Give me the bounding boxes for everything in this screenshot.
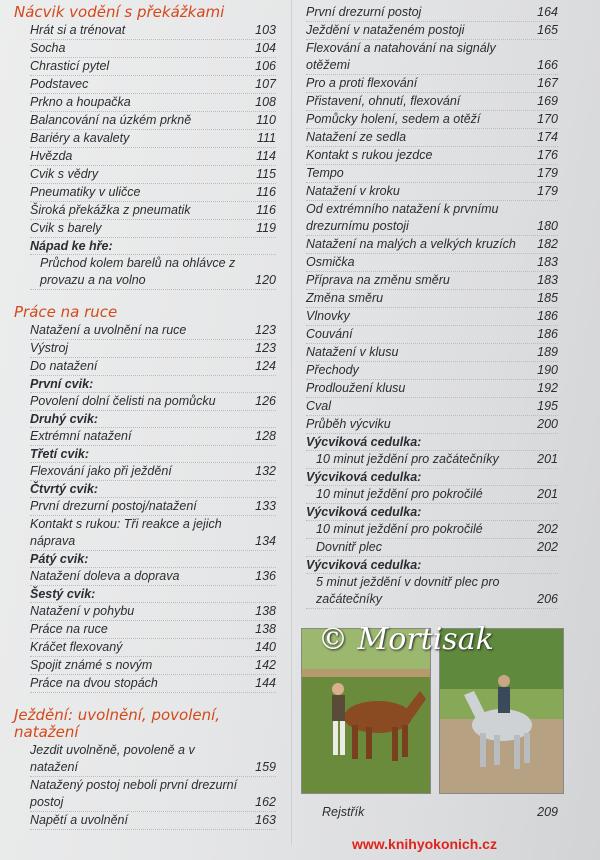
toc-entry-title: Cvik s vědry [30,167,99,181]
toc-entry-title: 5 minut ježdění v dovnitř plec pro začátečníky [316,575,500,606]
toc-entry[interactable] [30,76,276,94]
toc-entry-page: 133 [255,499,276,513]
toc-entry-page: 195 [537,399,558,413]
toc-entry-page: 180 [537,219,558,233]
toc-entry-page: 106 [255,59,276,73]
toc-entry-title: Kontakt s rukou: Tři reakce a jejich náprava [30,517,222,548]
toc-entry[interactable] [306,254,558,272]
toc-entry-title: Tempo [306,166,344,180]
toc-entry[interactable] [306,111,558,129]
toc-entry[interactable] [30,112,276,130]
toc-entry-page: 166 [537,58,558,72]
toc-entry-title: Ježdění v nataženém postoji [306,23,465,37]
toc-entry-page: 190 [537,363,558,377]
toc-entry[interactable] [306,290,558,308]
toc-entry[interactable] [30,184,276,202]
toc-entry-title: Natažení na malých a velkých kruzích [306,237,516,251]
section-heading: Ježdění: uvolnění, povolení, natažení [14,706,221,741]
toc-entry[interactable] [30,428,276,446]
toc-entry[interactable] [306,201,558,236]
toc-entry[interactable] [30,255,276,290]
toc-entry[interactable] [306,380,558,398]
section-heading: Nácvik vodění s překážkami [14,3,225,21]
toc-entry-title: Výstroj [30,341,69,355]
toc-entry[interactable] [30,657,276,675]
toc-entry-title: Přechody [306,363,359,377]
toc-entry-page: 206 [537,592,558,606]
footer-url[interactable]: www.knihyokonich.cz [352,836,497,852]
toc-entry-title: Podstavec [30,77,89,91]
toc-entry-title: Kráčet flexovaný [30,640,123,654]
toc-entry[interactable] [306,344,558,362]
section-gap [12,693,276,707]
toc-entry-title: 10 minut ježdění pro začátečníky [316,452,499,466]
toc-entry-page: 124 [255,359,276,373]
toc-entry[interactable] [306,416,558,434]
toc-entry-title: Kontakt s rukou jezdce [306,148,433,162]
toc-entry-title: Dovnitř plec [316,540,382,554]
toc-entry-page: 123 [255,341,276,355]
toc-entry-page: 179 [537,166,558,180]
toc-entry-page: 182 [537,237,558,251]
toc-entry-title: Flexování a natahování na signály otěžemi [306,41,496,72]
toc-entry-page: 116 [256,185,276,199]
toc-entry-page: 116 [256,203,276,217]
toc-entry-title: První drezurní postoj/natažení [30,499,197,513]
toc-entry-page: 163 [255,813,276,827]
toc-entry-page: 115 [256,167,276,181]
toc-entry-page: 174 [537,130,558,144]
toc-entry-page: 201 [537,487,558,501]
toc-entry[interactable] [30,777,276,812]
toc-entry-page: 164 [537,5,558,19]
toc-entry-page: 142 [255,658,276,672]
toc-entry-title: Příprava na změnu směru [306,273,450,287]
toc-entry-page: 200 [537,417,558,431]
toc-entry-page: 186 [537,309,558,323]
toc-entry-page: 170 [537,112,558,126]
toc-entry-title: Povolení dolní čelisti na pomůcku [30,394,216,408]
toc-entry-title: Natažení v kroku [306,184,400,198]
toc-entry-title: Práce na ruce [30,622,108,636]
toc-entry[interactable] [306,4,558,22]
toc-sublabel: Výcviková cedulka: [306,469,558,486]
toc-entry[interactable] [306,129,558,147]
toc-entry-title: Přistavení, ohnutí, flexování [306,94,461,108]
toc-entry-title: Natažení v klusu [306,345,399,359]
toc-entry-title: Extrémní natažení [30,429,132,443]
toc-entry-page: 111 [256,131,276,145]
toc-entry[interactable] [30,220,276,238]
toc-entry-title: Napětí a uvolnění [30,813,128,827]
toc-entry-page: 128 [255,429,276,443]
toc-entry[interactable] [30,812,276,830]
toc-entry-page: 110 [256,113,276,127]
toc-entry-title: Vlnovky [306,309,350,323]
toc-entry-page: 186 [537,327,558,341]
toc-entry-page: 134 [255,534,276,548]
toc-entry[interactable] [30,675,276,693]
toc-index-page: 209 [537,805,558,819]
toc-entry-title: Hvězda [30,149,73,163]
column-divider [291,0,292,845]
toc-sublabel: Šestý cvik: [30,586,276,603]
toc-entry-page: 107 [255,77,276,91]
toc-entry[interactable] [306,22,558,40]
toc-entry-title: Natažený postoj neboli první drezurní postoj [30,778,238,809]
toc-entry[interactable] [306,398,558,416]
toc-sublabel: Výcviková cedulka: [306,504,558,521]
toc-entry-page: 159 [255,760,276,774]
section-heading: Práce na ruce [14,303,118,321]
toc-sublabel: Výcviková cedulka: [306,557,558,574]
toc-entry[interactable] [306,539,558,557]
toc-entry-page: 120 [255,273,276,287]
toc-entry[interactable] [30,148,276,166]
toc-entry[interactable] [30,358,276,376]
toc-entry-page: 202 [537,522,558,536]
toc-entry-page: 185 [537,291,558,305]
toc-entry[interactable] [30,516,276,551]
toc-sublabel: Třetí cvik: [30,446,276,463]
toc-entry-page: 104 [255,41,276,55]
toc-entry-title: Osmička [306,255,355,269]
toc-left-column [12,4,276,830]
toc-entry-title: Hrát si a trénovat [30,23,126,37]
toc-entry-title: Natažení doleva a doprava [30,569,180,583]
toc-entry[interactable] [30,742,276,777]
toc-entry[interactable] [306,165,558,183]
toc-entry[interactable] [306,272,558,290]
toc-entry[interactable] [30,498,276,516]
toc-entry-title: Bariéry a kavalety [30,131,130,145]
toc-sublabel: Nápad ke hře: [30,238,276,255]
toc-entry-title: Průchod kolem barelů na ohlávce z provazu a na volno [40,256,236,287]
toc-entry-page: 140 [255,640,276,654]
toc-entry-title: Balancování na úzkém prkně [30,113,192,127]
toc-entry[interactable] [30,568,276,586]
toc-entry[interactable] [30,463,276,481]
toc-entry[interactable] [30,603,276,621]
toc-entry[interactable] [30,22,276,40]
toc-entry-title: Do natažení [30,359,98,373]
toc-entry-title: Prkno a houpačka [30,95,131,109]
toc-entry-page: 162 [255,795,276,809]
toc-entry-title: Natažení ze sedla [306,130,407,144]
toc-entry-title: Natažení a uvolnění na ruce [30,323,187,337]
toc-entry-page: 132 [255,464,276,478]
toc-entry-page: 201 [537,452,558,466]
toc-entry-title: Socha [30,41,66,55]
toc-entry[interactable] [306,451,558,469]
toc-entry-page: 192 [537,381,558,395]
toc-entry[interactable] [306,486,558,504]
toc-entry-page: 126 [255,394,276,408]
toc-sublabel: První cvik: [30,376,276,393]
toc-entry-title: Spojit známé s novým [30,658,153,672]
toc-entry-title: Jezdit uvolněně, povoleně a v natažení [30,743,195,774]
toc-entry-page: 165 [537,23,558,37]
toc-entry-title: Couvání [306,327,353,341]
toc-entry[interactable] [306,93,558,111]
toc-sublabel: Pátý cvik: [30,551,276,568]
toc-entry-page: 167 [537,76,558,90]
toc-entry[interactable] [306,40,558,75]
toc-entry-title: Flexování jako při ježdění [30,464,172,478]
toc-entry[interactable] [30,322,276,340]
toc-entry-page: 138 [255,622,276,636]
toc-entry-title: Pomůcky holení, sedem a otěží [306,112,481,126]
toc-entry-title: Od extrémního natažení k prvnímu drezurnímu postoji [306,202,499,233]
section-gap [12,290,276,304]
toc-entry[interactable] [306,147,558,165]
toc-entry[interactable] [306,183,558,201]
toc-entry-page: 202 [537,540,558,554]
toc-entry[interactable] [30,393,276,411]
toc-entry[interactable] [306,75,558,93]
toc-entry[interactable] [30,58,276,76]
toc-entry[interactable] [30,130,276,148]
toc-entry[interactable] [306,362,558,380]
toc-entry-title: 10 minut ježdění pro pokročilé [316,487,483,501]
toc-entry[interactable] [30,340,276,358]
toc-sublabel: Čtvrtý cvik: [30,481,276,498]
toc-entry-page: 123 [255,323,276,337]
toc-entry-title: Pro a proti flexování [306,76,418,90]
toc-entry-page: 119 [256,221,276,235]
toc-sublabel: Výcviková cedulka: [306,434,558,451]
toc-entry-page: 138 [255,604,276,618]
toc-entry-title: Natažení v pohybu [30,604,135,618]
toc-entry[interactable] [30,166,276,184]
toc-index-title: Rejstřík [322,805,365,819]
toc-entry-title: Široká překážka z pneumatik [30,203,191,217]
toc-entry[interactable] [30,621,276,639]
toc-entry[interactable] [306,326,558,344]
toc-entry-title: Práce na dvou stopách [30,676,158,690]
toc-entry-page: 179 [537,184,558,198]
toc-entry-page: 176 [537,148,558,162]
toc-entry-page: 183 [537,273,558,287]
toc-entry-title: Chrasticí pytel [30,59,110,73]
toc-entry[interactable] [30,639,276,657]
toc-entry-page: 169 [537,94,558,108]
toc-entry[interactable] [306,521,558,539]
toc-index-entry[interactable] [322,804,558,821]
watermark: © Mortisak [318,622,494,657]
toc-entry-title: 10 minut ježdění pro pokročilé [316,522,483,536]
toc-entry[interactable] [30,40,276,58]
toc-entry-page: 183 [537,255,558,269]
toc-entry-page: 189 [537,345,558,359]
toc-entry-page: 103 [255,23,276,37]
toc-entry[interactable] [306,308,558,326]
toc-entry-page: 136 [255,569,276,583]
toc-entry[interactable] [306,574,558,609]
toc-sublabel: Druhý cvik: [30,411,276,428]
toc-entry-title: Cvik s barely [30,221,102,235]
toc-entry[interactable] [30,94,276,112]
toc-entry-title: Prodloužení klusu [306,381,406,395]
toc-entry-page: 114 [256,149,276,163]
toc-right-column [306,4,558,609]
toc-entry-title: Změna směru [306,291,384,305]
toc-entry-title: Cval [306,399,332,413]
toc-entry-title: Průběh výcviku [306,417,391,431]
toc-entry-title: Pneumatiky v uličce [30,185,141,199]
toc-entry-title: První drezurní postoj [306,5,422,19]
toc-entry-page: 144 [255,676,276,690]
toc-entry-page: 108 [255,95,276,109]
toc-entry[interactable] [306,236,558,254]
toc-entry[interactable] [30,202,276,220]
